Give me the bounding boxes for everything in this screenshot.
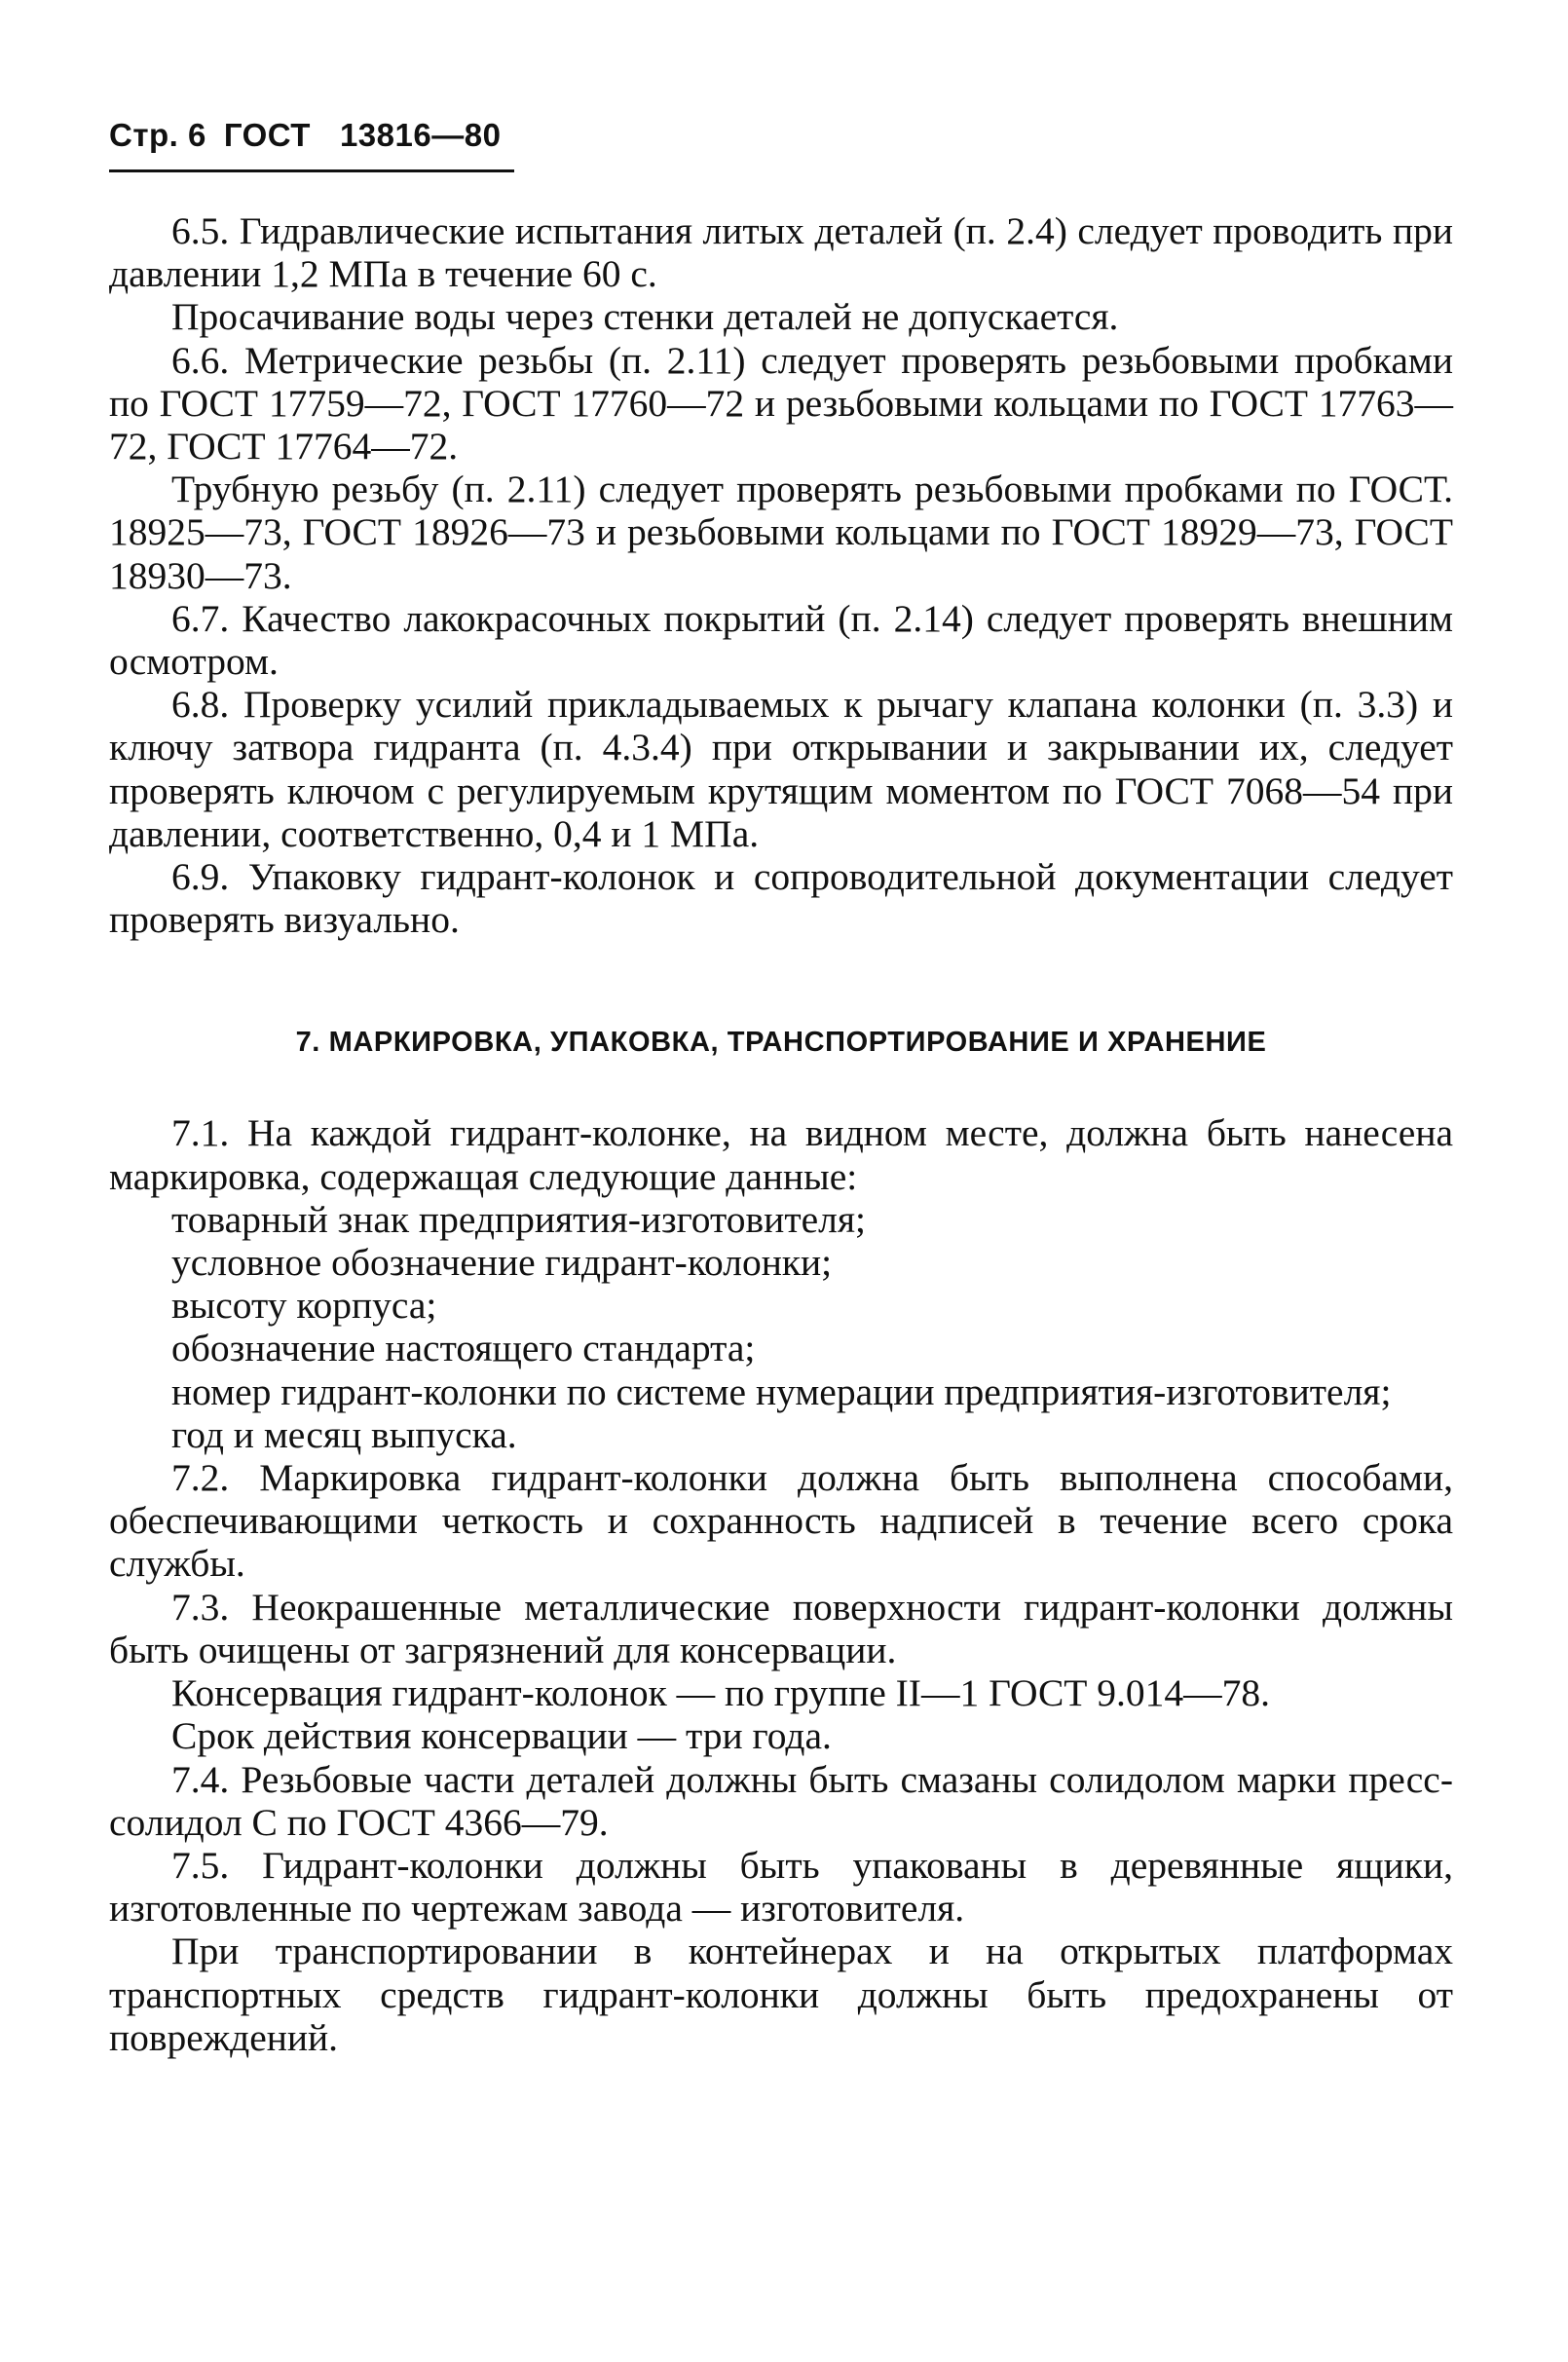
- list-item: высоту корпуса;: [171, 1284, 437, 1328]
- standard-number: 13816—80: [339, 117, 502, 153]
- list-item: обозначение настоящего стандарта;: [171, 1327, 756, 1370]
- paragraph-7-5-transport: При транспортировании в контейнерах и на открытых платформах транспортных средств гидрант-колонки должны быть предохранены от повреждений.: [109, 1930, 1453, 2059]
- standard-label: ГОСТ: [223, 117, 311, 153]
- paragraph-7-5: 7.5. Гидрант-колонки должны быть упакованы в деревянные ящики, изготовленные по чертежам завода — изготовителя.: [109, 1843, 1453, 1931]
- page-label: Стр. 6: [109, 117, 206, 153]
- paragraph-7-2: 7.2. Маркировка гидрант-колонки должна быть выполнена способами, обеспечивающими четкость и сохранность надписей в течение всего срока службы.: [109, 1456, 1453, 1586]
- paragraph-6-6: 6.6. Метрические резьбы (п. 2.11) следует проверять резьбовыми пробками по ГОСТ 17759—72, ГОСТ 17760—72 и резьбовыми кольцами по ГОСТ 17763—72, ГОСТ 17764—72.: [109, 338, 1453, 469]
- paragraph-6-5: 6.5. Гидравлические испытания литых деталей (п. 2.4) следует проводить при давлении 1,2 МПа в течение 60 с.: [109, 209, 1453, 296]
- paragraph-7-4: 7.4. Резьбовые части деталей должны быть смазаны солидолом марки пресс-солидол С по ГОСТ 4366—79.: [109, 1757, 1453, 1844]
- paragraph-7-3-conservation: Консервация гидрант-колонок — по группе II—1 ГОСТ 9.014—78.: [171, 1671, 1271, 1715]
- list-item: номер гидрант-колонки по системе нумерации предприятия-изготовителя;: [171, 1369, 1392, 1413]
- list-item: год и месяц выпуска.: [171, 1412, 517, 1456]
- paragraph-6-9: 6.9. Упаковку гидрант-колонок и сопроводительной документации следует проверять визуально.: [109, 855, 1453, 942]
- document-page: [109, 117, 1453, 2059]
- list-item: условное обозначение гидрант-колонки;: [171, 1241, 833, 1285]
- list-item: товарный знак предприятия-изготовителя;: [171, 1197, 866, 1241]
- section-spacer: [109, 941, 1453, 1027]
- paragraph-7-3-term: Срок действия консервации — три года.: [171, 1714, 832, 1758]
- paragraph-6-8: 6.8. Проверку усилий прикладываемых к рычагу клапана колонки (п. 3.3) и ключу затвора гидранта (п. 4.3.4) при открывании и закрывании их, следует проверять ключом с регулируемым крутящим моментом по ГОСТ 7068—54 при давлении, соответственно, 0,4 и 1 МПа.: [109, 683, 1453, 855]
- paragraph-6-6-pipe-thread: Трубную резьбу (п. 2.11) следует проверять резьбовыми пробками по ГОСТ. 18925—73, ГОСТ 18926—73 и резьбовыми кольцами по ГОСТ 18929—73, ГОСТ 18930—73.: [109, 468, 1453, 597]
- paragraph-6-5-note: Просачивание воды через стенки деталей не допускается.: [171, 295, 1119, 339]
- paragraph-7-3: 7.3. Неокрашенные металлические поверхности гидрант-колонки должны быть очищены от загрязнений для консервации.: [109, 1585, 1453, 1671]
- paragraph-7-1: 7.1. На каждой гидрант-колонке, на видном месте, должна быть нанесена маркировка, содержащая следующие данные:: [109, 1111, 1453, 1198]
- paragraph-6-7: 6.7. Качество лакокрасочных покрытий (п. 2.14) следует проверять внешним осмотром.: [109, 596, 1453, 684]
- section-7-title: 7. МАРКИРОВКА, УПАКОВКА, ТРАНСПОРТИРОВАНИЕ И ХРАНЕНИЕ: [295, 1027, 1267, 1059]
- running-header: [109, 117, 514, 172]
